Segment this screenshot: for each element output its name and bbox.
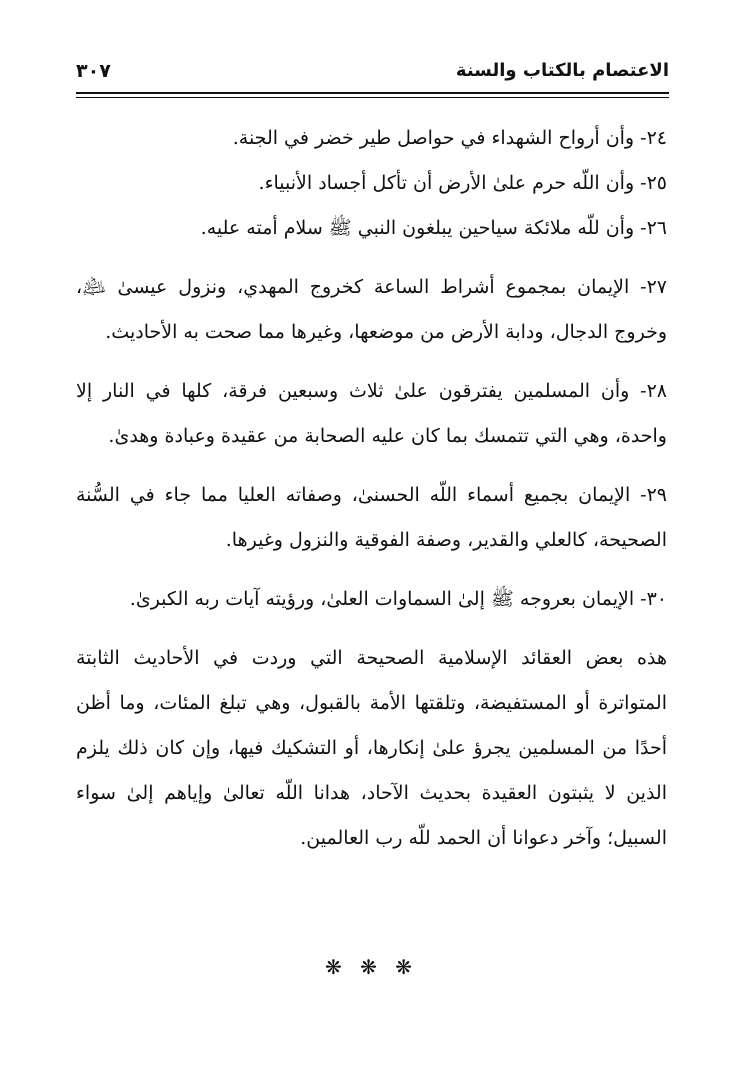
paragraph-27: ٢٧- الإيمان بمجموع أشراط الساعة كخروج المهدي، ونزول عيسىٰ ﵇، وخروج الدجال، ودابة الأرض من موضعها، وغيرها مما صحت به الأحاديث.: [76, 276, 667, 343]
body-text: [76, 116, 667, 861]
page-number: ٣٠٧: [76, 60, 111, 82]
paragraph-30: ٣٠- الإيمان بعروجه ﷺ إلىٰ السماوات العلىٰ، ورؤيته آيات ربه الكبرىٰ.: [129, 588, 667, 610]
header-title: الاعتصام بالكتاب والسنة: [455, 60, 669, 81]
paragraph-29: ٢٩- الإيمان بجميع أسماء اللّه الحسنىٰ، وصفاته العليا مما جاء في السُّنة الصحيحة، كالعلي والقدير، وصفة الفوقية والنزول وغيرها.: [76, 484, 667, 551]
paragraph-24: ٢٤- وأن أرواح الشهداء في حواصل طير خضر في الجنة.: [232, 127, 667, 149]
paragraph-25: ٢٥- وأن اللّه حرم علىٰ الأرض أن تأكل أجساد الأنبياء.: [258, 172, 667, 194]
paragraph-26: ٢٦- وأن للّه ملائكة سياحين يبلغون النبي ﷺ سلام أمته عليه.: [200, 217, 667, 239]
running-header: [76, 56, 669, 90]
section-separator: ❋ ❋ ❋: [325, 955, 418, 979]
paragraph-28: ٢٨- وأن المسلمين يفترقون علىٰ ثلاث وسبعين فرقة، كلها في النار إلا واحدة، وهي التي تتمسك بما كان عليه الصحابة من عقيدة وعبادة وهدىٰ.: [76, 380, 667, 447]
header-rule-thick: [76, 92, 669, 94]
header-rule-thin: [76, 97, 669, 98]
paragraph-conclusion: هذه بعض العقائد الإسلامية الصحيحة التي وردت في الأحاديث الثابتة المتواترة أو المستفيضة، وتلقتها الأمة بالقبول، وهي تبلغ المئات، وما أظن أحدًا من المسلمين يجرؤ علىٰ إنكارها، أو التشكيك فيها، وإن كان ذلك يلزم الذين لا يثبتون العقيدة بحديث الآحاد، هدانا اللّه تعالىٰ وإياهم إلىٰ سواء السبيل؛ وآخر دعوانا أن الحمد للّه رب العالمين.: [76, 647, 667, 849]
